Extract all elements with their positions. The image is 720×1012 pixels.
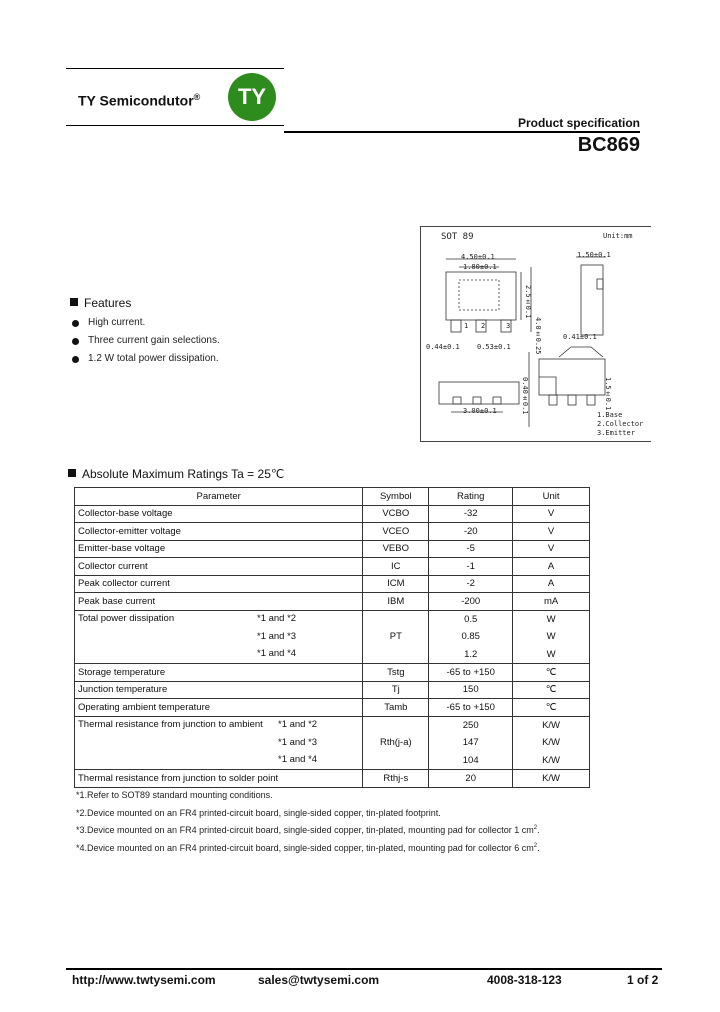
section-square-icon xyxy=(70,298,78,306)
pin-legend-1: 1.Base xyxy=(597,411,623,419)
dim-height-right: 2.5±0.1 xyxy=(524,285,532,319)
company-logo: TY xyxy=(228,73,276,121)
table-row-power: Total power dissipation *1 and *2 *1 and *3 *1 and *4 PT 0.5 0.85 1.2 W W W xyxy=(75,610,590,664)
ratings-table xyxy=(74,487,590,788)
table-row: Peak collector current ICM -2 A xyxy=(75,575,590,593)
header-top-rule xyxy=(66,68,284,69)
features-title: Features xyxy=(70,296,131,310)
feature-item: High current. xyxy=(88,317,145,328)
bullet-icon xyxy=(72,356,79,363)
note-4: *4.Device mounted on an FR4 printed-circuit board, single-sided copper, tin-plated, mounting pad for collector 6 $cm^2$. xyxy=(76,843,540,853)
note-3: *3.Device mounted on an FR4 printed-circuit board, single-sided copper, tin-plated, mounting pad for collector 1 $cm^2$. xyxy=(76,825,540,835)
part-number: BC869 xyxy=(577,134,640,156)
feature-item: Three current gain selections. xyxy=(88,335,220,346)
footer-page-number: 1 of 2 xyxy=(627,973,659,987)
dim-side-top: 1.50±0.1 xyxy=(577,251,611,259)
footer-rule xyxy=(66,968,662,970)
pin-legend-3: 3.Emitter xyxy=(597,429,635,437)
header-rating: Rating xyxy=(429,488,513,506)
dim-bottom-width: 3.00±0.1 xyxy=(463,407,497,415)
bullet-icon xyxy=(72,338,79,345)
package-drawing xyxy=(420,226,651,442)
dim-pitch: 1.5±0.1 xyxy=(604,377,612,411)
package-unit: Unit:mm xyxy=(603,232,633,240)
pin-legend-2: 2.Collector xyxy=(597,420,644,428)
footer-phone: 4008-318-123 xyxy=(487,973,562,987)
feature-item: 1.2 W total power dissipation. xyxy=(88,353,219,364)
dim-lead-width: 0.41±0.1 xyxy=(563,333,597,341)
footer-email[interactable]: sales@twtysemi.com xyxy=(258,973,380,987)
table-row-thermal: Thermal resistance from junction to ambient *1 and *2 *1 and *3 *1 and *4 Rth(j-a) 250 147 104 K/W K/W K/W xyxy=(75,716,590,770)
table-row: Emitter-base voltage VEBO -5 V xyxy=(75,540,590,558)
table-row: Collector current IC -1 A xyxy=(75,558,590,576)
header-bottom-rule xyxy=(66,125,284,126)
dim-pad-left: 0.44±0.1 xyxy=(426,343,460,351)
note-1: *1.Refer to SOT89 standard mounting conditions. xyxy=(76,790,273,800)
header-unit: Unit xyxy=(513,488,590,506)
table-row: Collector-base voltage VCBO -32 V xyxy=(75,505,590,523)
title-rule xyxy=(284,131,640,133)
product-spec-label: Product specification xyxy=(517,116,640,130)
table-row: Junction temperature Tj 150 ℃ xyxy=(75,681,590,699)
note-2: *2.Device mounted on an FR4 printed-circuit board, single-sided copper, tin-plated footprint. xyxy=(76,808,441,818)
header-symbol: Symbol xyxy=(363,488,429,506)
pin-number-1: 1 xyxy=(464,322,469,330)
company-name: TY Semicondutor® xyxy=(78,92,201,109)
dim-lead-height: 0.40±0.1 xyxy=(521,377,529,415)
table-row: Operating ambient temperature Tamb -65 to +150 ℃ xyxy=(75,699,590,717)
package-name: SOT 89 xyxy=(441,232,474,242)
header-parameter: Parameter xyxy=(75,488,363,506)
footer-url[interactable]: http://www.twtysemi.com xyxy=(72,973,216,987)
dim-inner-top: 1.80±0.1 xyxy=(463,263,497,271)
section-square-icon xyxy=(68,469,76,477)
dim-width-top: 4.50±0.1 xyxy=(461,253,495,261)
dim-height-right-2: 4.0±0.25 xyxy=(534,317,542,355)
table-row: Storage temperature Tstg -65 to +150 ℃ xyxy=(75,664,590,682)
bullet-icon xyxy=(72,320,79,327)
dim-pad-mid: 0.53±0.1 xyxy=(477,343,511,351)
table-row: Peak base current IBM -200 mA xyxy=(75,593,590,611)
pin-number-2: 2 xyxy=(481,322,486,330)
pin-number-3: 3 xyxy=(506,322,511,330)
ratings-title: Absolute Maximum Ratings Ta = 25℃ xyxy=(68,467,284,481)
table-row: Thermal resistance from junction to solder point Rthj-s 20 K/W xyxy=(75,770,590,788)
table-row: Collector-emitter voltage VCEO -20 V xyxy=(75,523,590,541)
table-header-row xyxy=(75,488,590,506)
